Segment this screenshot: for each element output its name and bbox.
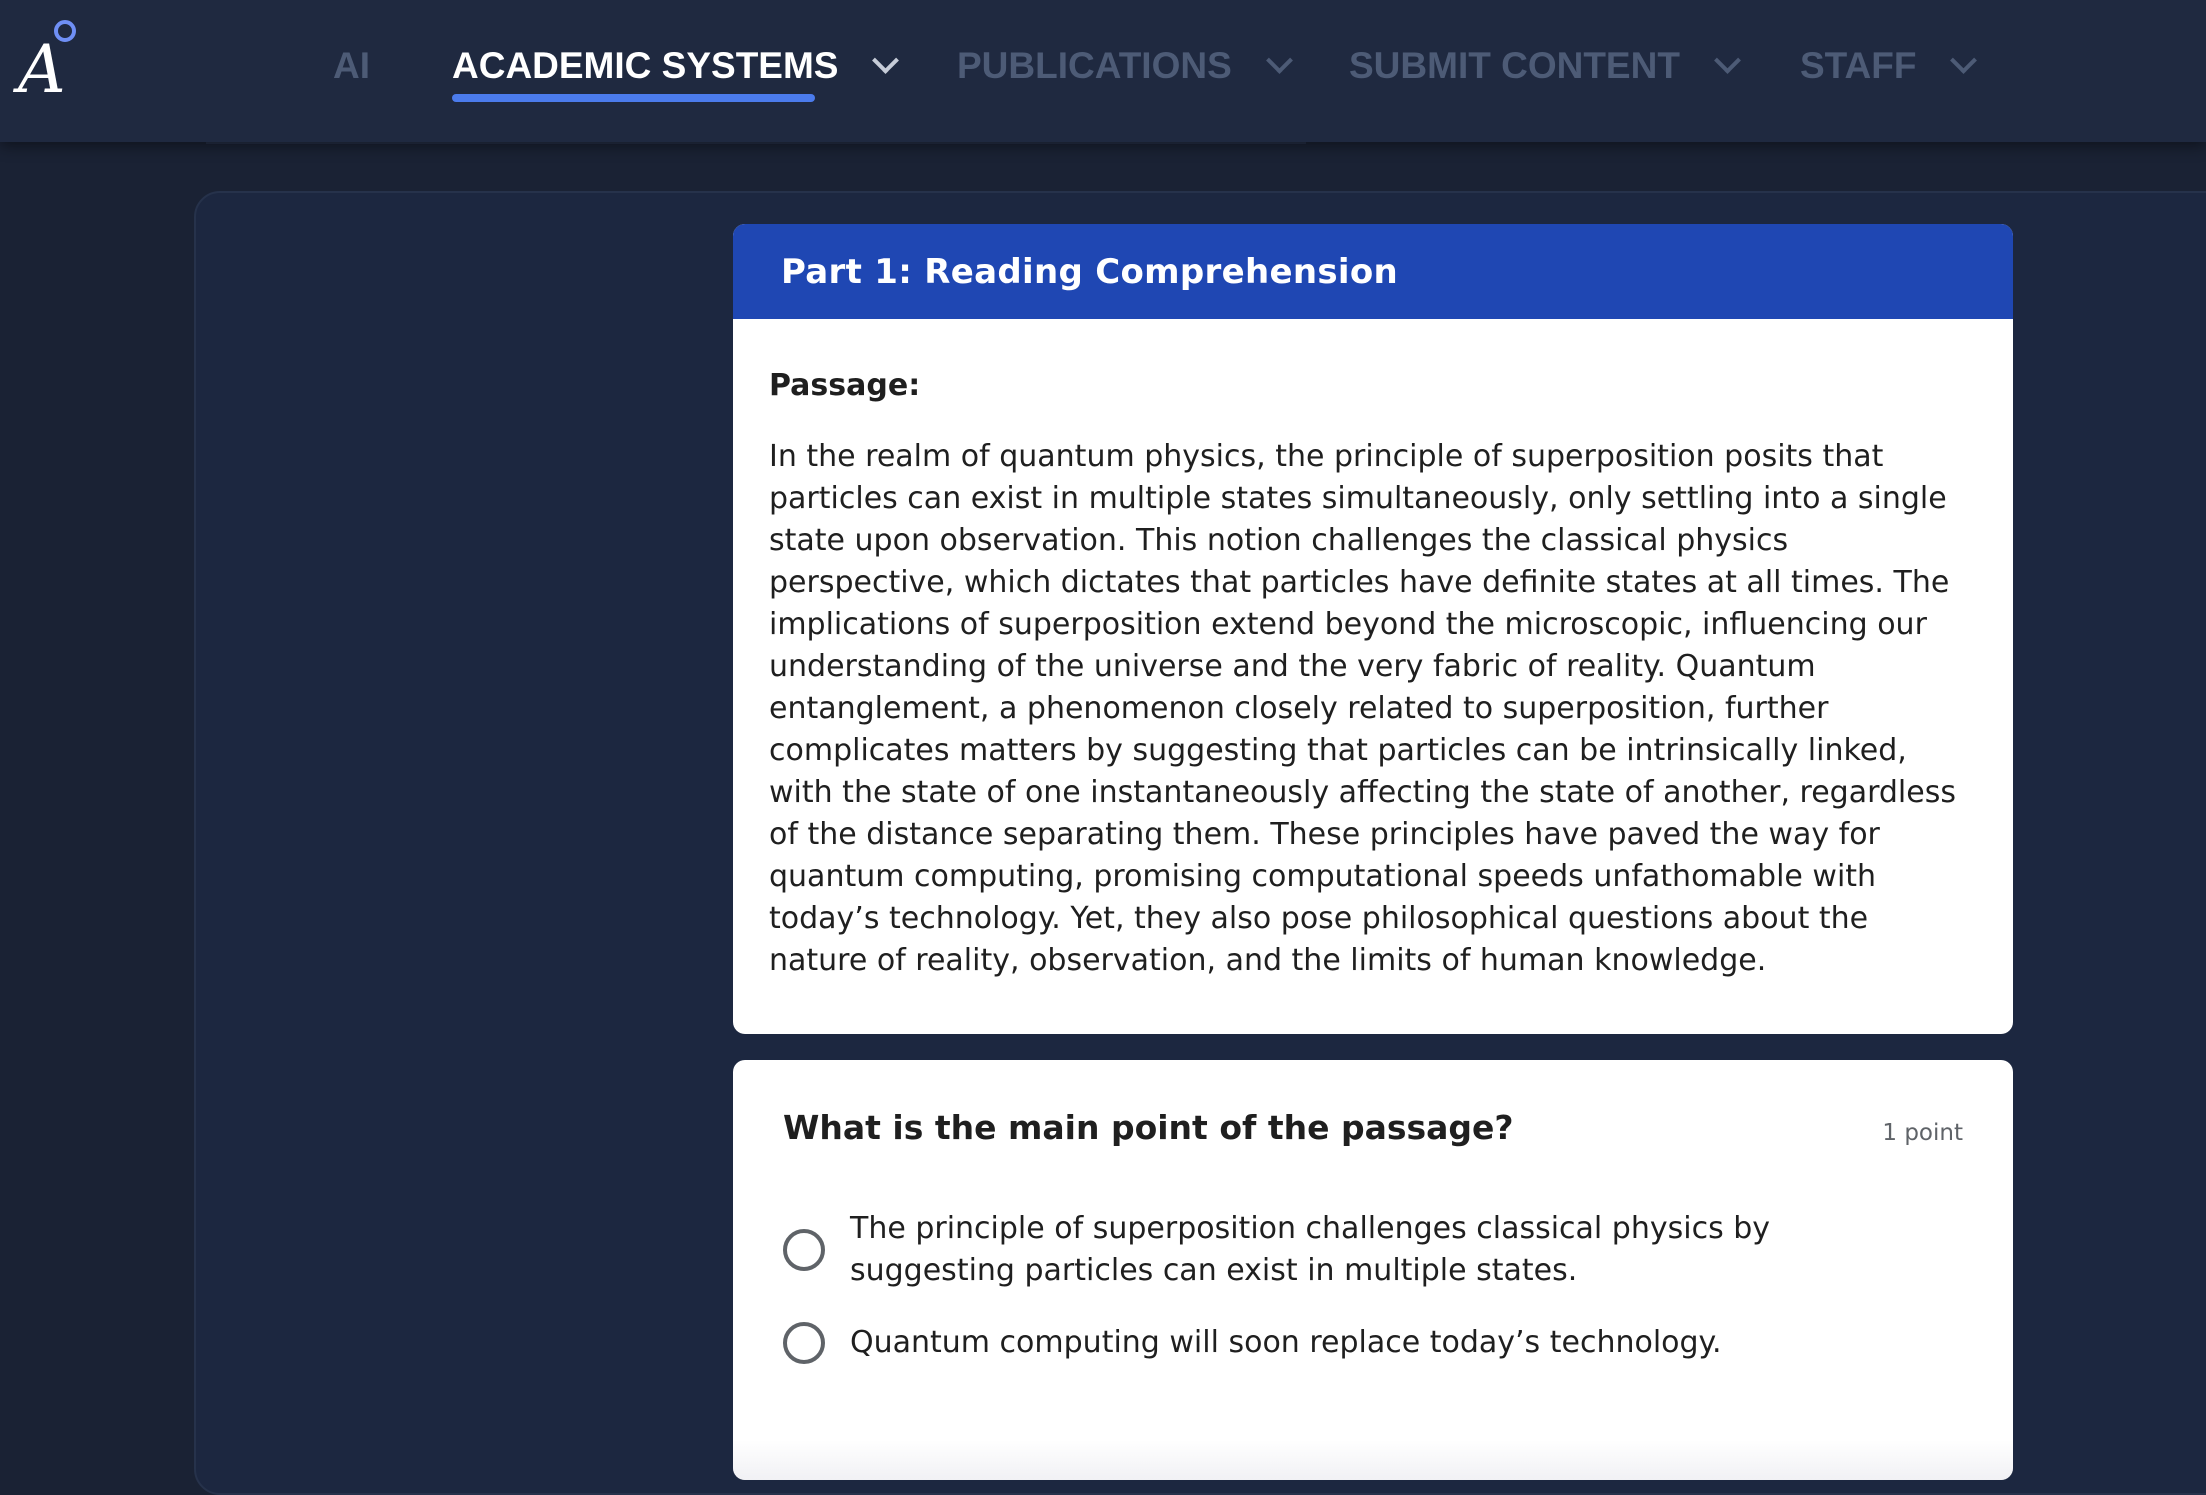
passage-card [733,224,2013,1034]
passage-label: Passage: [769,368,921,403]
section-header [733,224,2013,319]
chevron-down-icon [1714,47,1741,74]
nav-item-ai[interactable] [333,36,370,96]
nav-item-label: PUBLICATIONS [957,45,1232,86]
chevron-down-icon [1951,47,1978,74]
chevron-down-icon [873,47,900,74]
nav-item-label: SUBMIT CONTENT [1349,45,1680,86]
nav-item-publications[interactable] [957,36,1289,96]
question-title: What is the main point of the passage? [783,1108,1514,1147]
radio-button[interactable] [783,1322,825,1364]
nav-item-label: AI [333,45,370,86]
answer-option[interactable] [783,1322,1850,1364]
nav-item-submit-content[interactable] [1349,36,1737,96]
logo-letter: A [18,31,66,108]
nav-item-staff[interactable] [1800,36,1973,96]
radio-button[interactable] [783,1229,825,1271]
answer-option[interactable] [783,1208,1850,1292]
section-title: Part 1: Reading Comprehension [781,251,1398,292]
top-navigation-bar [0,0,2206,142]
scroll-fade [733,1440,2013,1480]
question-points: 1 point [1882,1120,1963,1146]
chevron-down-icon [1266,47,1293,74]
nav-item-label: STAFF [1800,45,1917,86]
question-card [733,1060,2013,1480]
answer-option-label: The principle of superposition challenges classical physics by suggesting particles can exist in multiple states. [850,1211,1771,1288]
passage-text: In the realm of quantum physics, the principle of superposition posits that particles can exist in multiple states simultaneously, only settling into a single state upon observation. This notion challenges the classical physics perspective, which dictates that particles have definite states at all times. The implications of superposition extend beyond the microscopic, influencing our understanding of the universe and the very fabric of reality. Quantum entanglement, a phenomenon closely related to superposition, further complicates matters by suggesting that particles can be intrinsically linked, with the state of one instantaneously affecting the state of another, regardless of the distance separating them. These principles have paved the way for quantum computing, promising computational speeds unfathomable with today’s technology. Yet, they also pose philosophical questions about the nature of reality, observation, and the limits of human knowledge. [769,439,1956,978]
nav-item-label: ACADEMIC SYSTEMS [452,45,839,86]
nav-item-academic-systems[interactable] [452,36,895,96]
answer-option-label: Quantum computing will soon replace today’s technology. [850,1325,1722,1360]
site-logo[interactable] [18,14,82,108]
active-nav-underline [452,94,815,102]
